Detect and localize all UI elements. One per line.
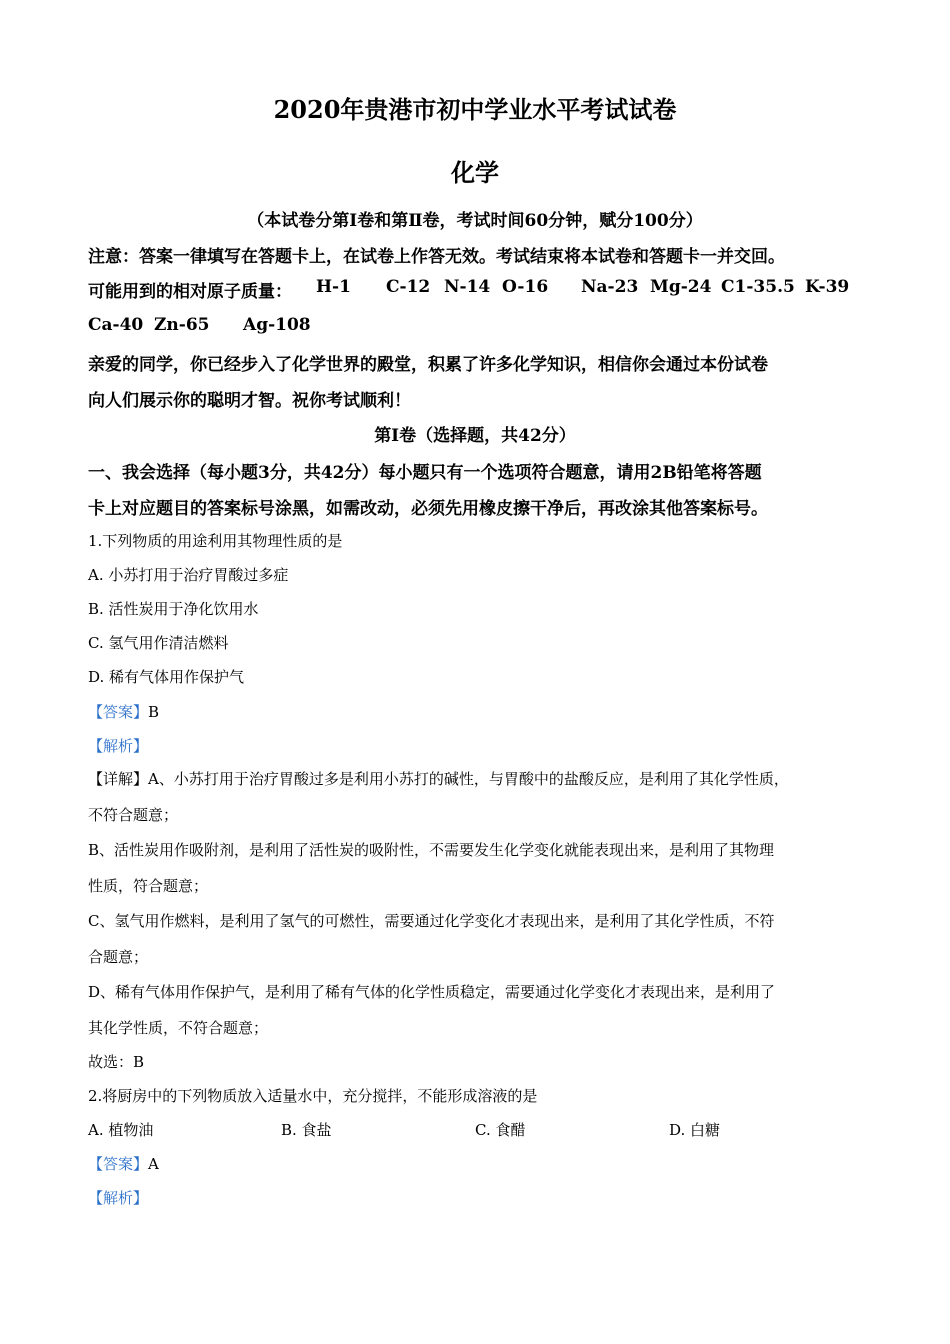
atomic-mass: H-1 (316, 277, 351, 297)
atomic-mass: Na-23 (581, 277, 639, 297)
q1-option-c: C. 氢气用作清洁燃料 (88, 634, 229, 652)
atomic-mass: Ca-40 (88, 315, 144, 335)
atomic-mass: Zn-65 (154, 315, 210, 335)
q2-option-b: B. 食盐 (281, 1121, 332, 1139)
part1-title: 第I卷（选择题，共42分） (374, 426, 576, 446)
q1-detail-line: 故选：B (88, 1053, 145, 1071)
greeting-line-2: 向人们展示你的聪明才智。祝你考试顺利！ (88, 391, 411, 411)
atomic-masses-label: 可能用到的相对原子质量： (88, 282, 292, 302)
atomic-mass: C1-35.5 (721, 277, 795, 297)
exam-info: （本试卷分第Ⅰ卷和第Ⅱ卷，考试时间60分钟，赋分100分） (247, 211, 703, 231)
subject-title: 化学 (451, 158, 499, 187)
q1-detail-line: D、稀有气体用作保护气，是利用了稀有气体的化学性质稳定，需要通过化学变化才表现出来，是利用了 (88, 983, 776, 1001)
q2-option-c: C. 食醋 (475, 1121, 526, 1139)
greeting-line-1: 亲爱的同学，你已经步入了化学世界的殿堂，积累了许多化学知识，相信你会通过本份试卷 (88, 355, 768, 375)
answer-tag: 【答案】 (88, 703, 149, 721)
detail-tag: 【详解】 (88, 770, 149, 788)
q1-stem: 1.下列物质的用途利用其物理性质的是 (88, 532, 343, 550)
detail-text: A、小苏打用于治疗胃酸过多是利用小苏打的碱性，与胃酸中的盐酸反应，是利用了其化学性质， (148, 770, 789, 788)
notice-text: 注意：答案一律填写在答题卡上，在试卷上作答无效。考试结束将本试卷和答题卡一并交回。 (88, 247, 785, 267)
q1-option-b: B. 活性炭用于净化饮用水 (88, 600, 259, 618)
q2-answer (88, 1153, 159, 1174)
atomic-mass: K-39 (805, 277, 850, 297)
analysis-tag: 【解析】 (88, 1189, 149, 1207)
atomic-mass: C-12 (386, 277, 431, 297)
exam-title: 2020年贵港市初中学业水平考试试卷 (273, 95, 677, 124)
q1-detail-line: 合题意； (88, 948, 149, 966)
answer-tag: 【答案】 (88, 1155, 149, 1173)
q1-detail-line: B、活性炭用作吸附剂，是利用了活性炭的吸附性，不需要发生化学变化就能表现出来，是利用了其物理 (88, 841, 775, 859)
atomic-mass: O-16 (502, 277, 549, 297)
section-instruction-line-2: 卡上对应题目的答案标号涂黑，如需改动，必须先用橡皮擦干净后，再改涂其他答案标号。 (88, 499, 768, 519)
q1-answer (88, 701, 159, 722)
q1-detail-line (88, 768, 789, 789)
q2-analysis (88, 1187, 148, 1208)
atomic-mass: Ag-108 (243, 315, 311, 335)
answer-value: A (148, 1155, 159, 1173)
q1-detail-line: 不符合题意； (88, 806, 179, 824)
section-instruction-line-1: 一、我会选择（每小题3分，共42分）每小题只有一个选项符合题意，请用2B铅笔将答题 (88, 463, 762, 483)
atomic-mass: Mg-24 (650, 277, 712, 297)
q1-option-a: A. 小苏打用于治疗胃酸过多症 (88, 566, 289, 584)
answer-value: B (148, 703, 160, 721)
q1-detail-line: C、氢气用作燃料，是利用了氢气的可燃性，需要通过化学变化才表现出来，是利用了其化学性质，不符 (88, 912, 775, 930)
q1-detail-line: 性质，符合题意； (88, 877, 209, 895)
q2-option-a: A. 植物油 (88, 1121, 154, 1139)
atomic-mass: N-14 (444, 277, 491, 297)
q1-option-d: D. 稀有气体用作保护气 (88, 668, 245, 686)
analysis-tag: 【解析】 (88, 737, 149, 755)
q1-analysis (88, 735, 148, 756)
q2-stem: 2.将厨房中的下列物质放入适量水中，充分搅拌，不能形成溶液的是 (88, 1087, 538, 1105)
q2-option-d: D. 白糖 (669, 1121, 721, 1139)
q1-detail-line: 其化学性质，不符合题意； (88, 1019, 269, 1037)
